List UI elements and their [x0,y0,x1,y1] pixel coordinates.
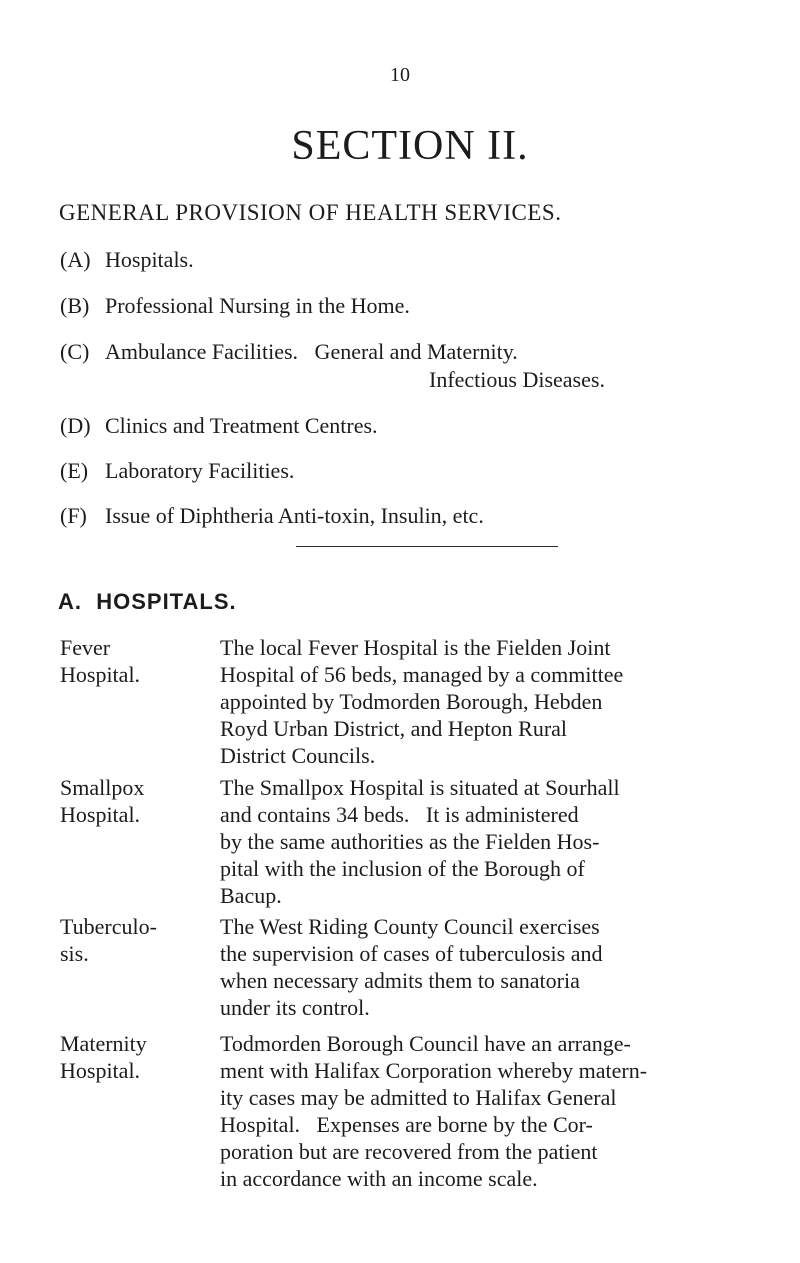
contents-item-e [60,458,294,484]
contents-text: Clinics and Treatment Centres. [105,413,378,438]
contents-text: Professional Nursing in the Home. [105,293,410,318]
body-line: in accordance with an income scale. [220,1166,538,1191]
general-heading: GENERAL PROVISION OF HEALTH SERVICES. [59,200,562,225]
hospitals-heading: A. HOSPITALS. [58,589,237,614]
label-line: Hospital. [60,802,141,827]
body-line: poration but are recovered from the patient [220,1139,598,1164]
section-divider [296,546,558,547]
contents-item-f [60,503,484,529]
body-line: The Smallpox Hospital is situated at Sourhall [220,775,620,800]
body-line: by the same authorities as the Fielden Hos- [220,829,600,854]
contents-letter: (A) [60,247,91,272]
contents-letter: (D) [60,413,91,438]
body-line: pital with the inclusion of the Borough of [220,856,585,881]
label-line: Tuberculo- [60,914,157,939]
entry-body [220,774,782,909]
entry-body [220,634,782,769]
contents-letter: (F) [60,503,87,528]
contents-letter: (B) [60,293,90,318]
label-line: Hospital. [60,662,141,687]
body-line: when necessary admits them to sanatoria [220,968,580,993]
contents-text: Hospitals. [105,247,194,272]
label-line: Fever [60,635,111,660]
label-line: Hospital. [60,1058,141,1083]
body-line: The West Riding County Council exercises [220,914,600,939]
body-line: ity cases may be admitted to Halifax General [220,1085,617,1110]
contents-item-a [60,247,194,273]
contents-text: Issue of Diphtheria Anti-toxin, Insulin, etc. [105,503,484,528]
contents-item-d [60,413,378,439]
contents-item-c-sub: Infectious Diseases. [429,367,605,392]
contents-letter: (C) [60,339,90,364]
contents-text: Ambulance Facilities. General and Maternity. [105,339,518,364]
body-line: Hospital. Expenses are borne by the Cor- [220,1112,593,1137]
contents-text: Laboratory Facilities. [105,458,295,483]
label-line: Smallpox [60,775,145,800]
entry-label [60,1030,220,1084]
contents-item-c [60,339,518,365]
section-title: SECTION II. [291,123,529,169]
body-line: appointed by Todmorden Borough, Hebden [220,689,603,714]
body-line: the supervision of cases of tuberculosis and [220,941,603,966]
body-line: ment with Halifax Corporation whereby matern- [220,1058,648,1083]
body-line: and contains 34 beds. It is administered [220,802,579,827]
body-line: Todmorden Borough Council have an arrange- [220,1031,631,1056]
contents-letter: (E) [60,458,89,483]
body-line: Royd Urban District, and Hepton Rural [220,716,568,741]
entry-label [60,774,220,828]
entry-body [220,1030,782,1192]
body-line: The local Fever Hospital is the Fielden Joint [220,635,611,660]
page-number: 10 [390,64,410,86]
entry-label [60,634,220,688]
entry-body [220,913,782,1021]
entry-label [60,913,220,967]
label-line: Maternity [60,1031,147,1056]
body-line: Hospital of 56 beds, managed by a committee [220,662,624,687]
body-line: District Councils. [220,743,376,768]
body-line: Bacup. [220,883,282,908]
label-line: sis. [60,941,89,966]
contents-item-b [60,293,410,319]
body-line: under its control. [220,995,370,1020]
